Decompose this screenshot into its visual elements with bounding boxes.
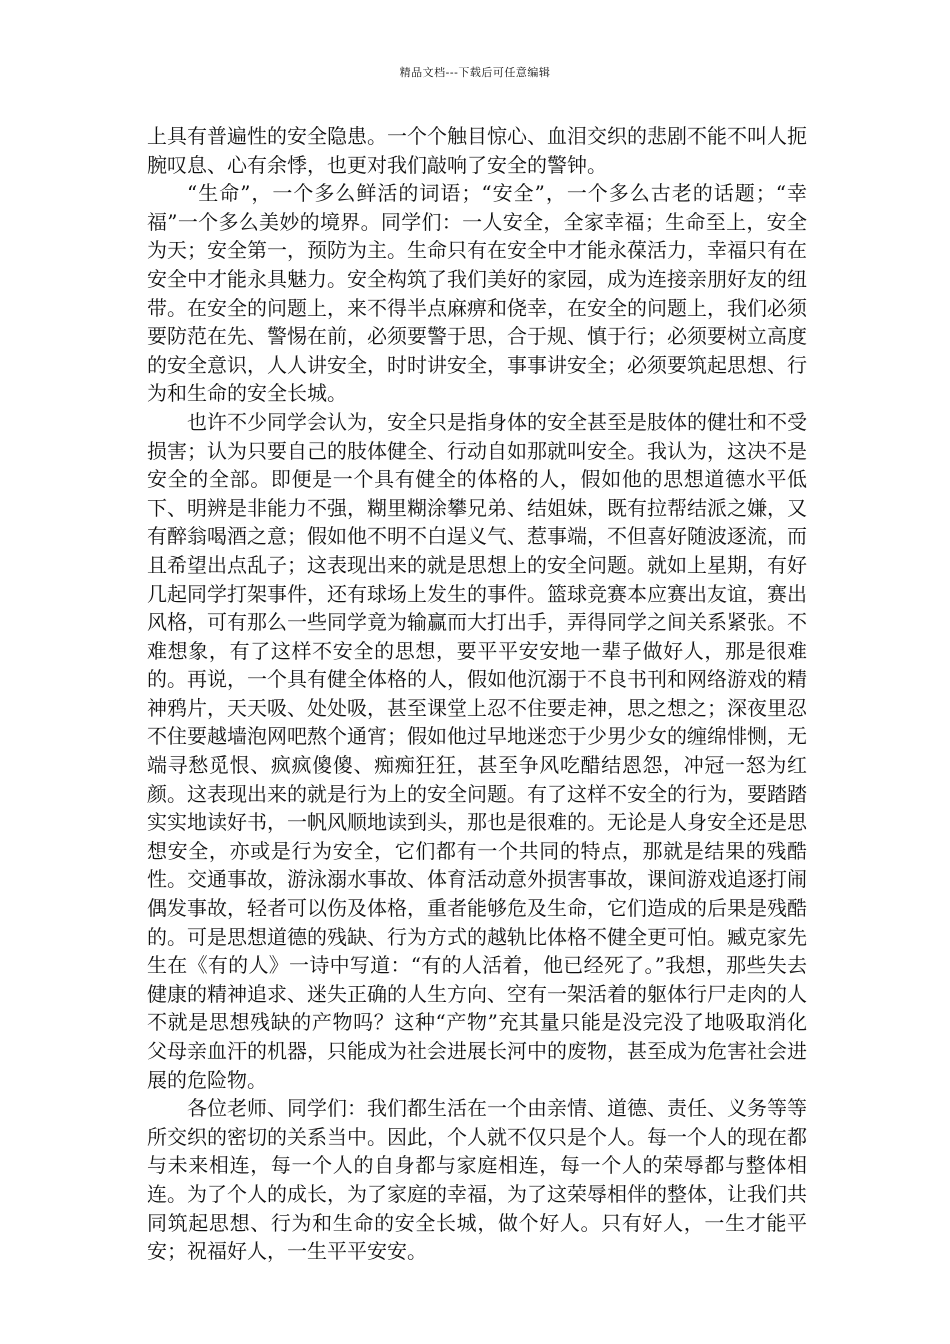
paragraph-life-safety: “生命”，一个多么鲜活的词语；“安全”，一个多么古老的话题；“幸福”一个多么美妙的境界。同学们：一人安全，全家幸福；生命至上，安全为天；安全第一，预防为主。生命只有在安全中才能永葆活力，幸福只有在安全中才能永具魅力。安全构筑了我们美好的家园，成为连接亲朋好友的纽带。在安全的问题上，来不得半点麻痹和侥幸，在安全的问题上，我们必须要防范在先、警惕在前，必须要警于思，合于规、慎于行；必须要树立高度的安全意识，人人讲安全，时时讲安全，事事讲安全；必须要筑起思想、行为和生命的安全长城。 xyxy=(147,181,807,406)
page-header: 精品文档---下载后可任意编辑 xyxy=(399,66,551,79)
document-body xyxy=(147,122,807,1266)
paragraph-safety-thinking: 也许不少同学会认为，安全只是指身体的安全甚至是肢体的健壮和不受损害；认为只要自己的肢体健全、行动自如那就叫安全。我认为，这决不是安全的全部。即便是一个具有健全的体格的人，假如他的思想道德水平低下、明辨是非能力不强，糊里糊涂攀兄弟、结姐妹，既有拉帮结派之嫌，又有醉翁喝酒之意；假如他不明不白逞义气、惹事端，不但喜好随波逐流，而且希望出点乱子；这表现出来的就是思想上的安全问题。就如上星期，有好几起同学打架事件，还有球场上发生的事件。篮球竞赛本应赛出友谊，赛出风格，可有那么一些同学竟为输赢而大打出手，弄得同学之间关系紧张。不难想象，有了这样不安全的思想，要平平安安地一辈子做好人，那是很难的。再说，一个具有健全体格的人，假如他沉溺于不良书刊和网络游戏的精神鸦片，天天吸、处处吸，甚至课堂上忍不住要走神，思之想之；深夜里忍不住要越墙泡网吧熬个通宵；假如他过早地迷恋于少男少女的缠绵悱恻，无端寻愁觅恨、疯疯傻傻、痴痴狂狂，甚至争风吃醋结恩怨，冲冠一怒为红颜。这表现出来的就是行为上的安全问题。有了这样不安全的行为，要踏踏实实地读好书，一帆风顺地读到头，那也是很难的。无论是人身安全还是思想安全，亦或是行为安全，它们都有一个共同的特点，那就是结果的残酷性。交通事故，游泳溺水事故、体育活动意外损害事故，课间游戏追逐打闹偶发事故，轻者可以伤及体格，重者能够危及生命，它们造成的后果是残酷的。可是思想道德的残缺、行为方式的越轨比体格不健全更可怕。臧克家先生在《有的人》一诗中写道：“有的人活着，他已经死了。”我想，那些失去健康的精神追求、迷失正确的人生方向、空有一架活着的躯体行尸走肉的人不就是思想残缺的产物吗？这种“产物”充其量只能是没完没了地吸取消化父母亲血汗的机器，只能成为社会进展长河中的废物，甚至成为危害社会进展的危险物。 xyxy=(147,409,807,1092)
paragraph-conclusion: 各位老师、同学们：我们都生活在一个由亲情、道德、责任、义务等等所交织的密切的关系当中。因此，个人就不仅只是个人。每一个人的现在都与未来相连，每一个人的自身都与家庭相连，每一个人的荣辱都与整体相连。为了个人的成长，为了家庭的幸福，为了这荣辱相伴的整体，让我们共同筑起思想、行为和生命的安全长城，做个好人。只有好人，一生才能平安；祝福好人，一生平平安安。 xyxy=(147,1096,807,1264)
paragraph-continuation: 上具有普遍性的安全隐患。一个个触目惊心、血泪交织的悲剧不能不叫人扼腕叹息、心有余悸，也更对我们敲响了安全的警钟。 xyxy=(147,124,807,177)
